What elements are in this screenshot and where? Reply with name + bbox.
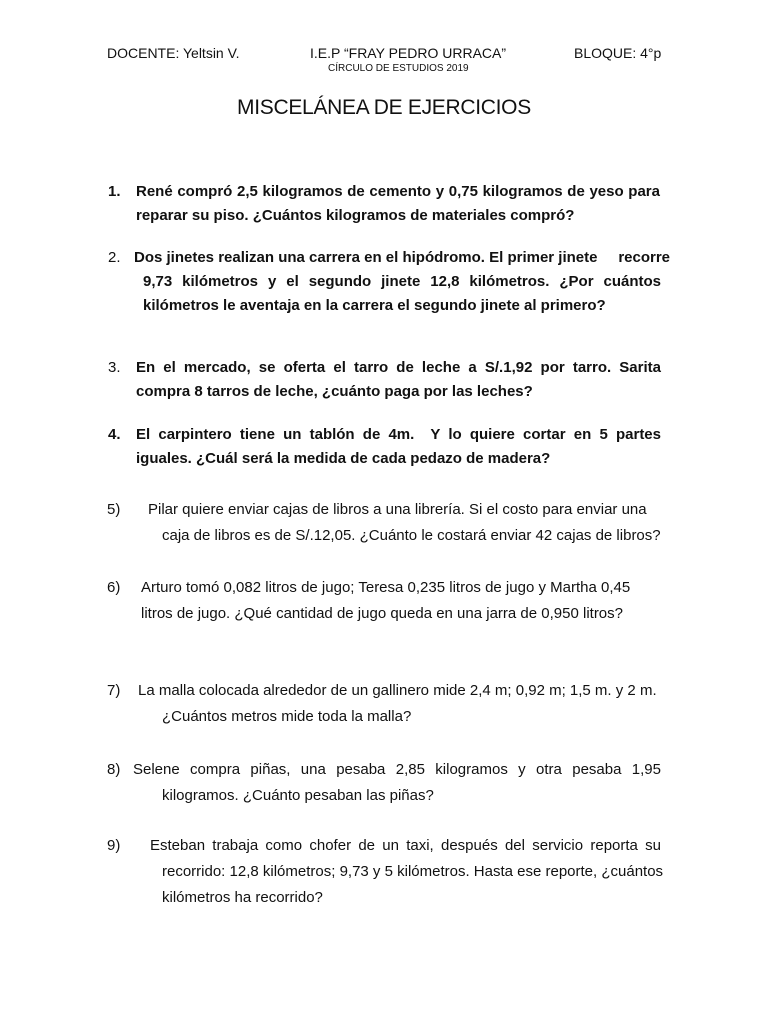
- problem-number: 2.: [108, 249, 121, 266]
- problem-text-line: iguales. ¿Cuál será la medida de cada pedazo de madera?: [136, 450, 551, 467]
- problem-number: 9): [107, 837, 121, 854]
- problem-text-line: recorrido: 12,8 kilómetros; 9,73 y 5 kilómetros. Hasta ese reporte, ¿cuántos: [162, 863, 664, 880]
- problem-number: 5): [107, 501, 121, 518]
- problem-text-line: El carpintero tiene un tablón de 4m. Y lo quiere cortar en 5 partes: [136, 426, 661, 443]
- problem-text-line: kilómetros ha recorrido?: [162, 889, 323, 906]
- problem-text-line: kilogramos. ¿Cuánto pesaban las piñas?: [162, 787, 434, 804]
- problem-text-line: La malla colocada alrededor de un gallinero mide 2,4 m; 0,92 m; 1,5 m. y 2 m.: [138, 682, 657, 699]
- problem-text-line: reparar su piso. ¿Cuántos kilogramos de materiales compró?: [136, 207, 575, 224]
- block-label: BLOQUE: 4°p: [574, 45, 662, 61]
- problem-text-line: litros de jugo. ¿Qué cantidad de jugo queda en una jarra de 0,950 litros?: [141, 605, 623, 622]
- problem-text-line: René compró 2,5 kilogramos de cemento y 0,75 kilogramos de yeso para: [136, 183, 660, 200]
- problem-text-line: Pilar quiere enviar cajas de libros a una librería. Si el costo para enviar una: [148, 501, 647, 518]
- teacher-label: DOCENTE: Yeltsin V.: [107, 45, 240, 61]
- problem-text-line: ¿Cuántos metros mide toda la malla?: [162, 708, 412, 725]
- problem-text-line: compra 8 tarros de leche, ¿cuánto paga por las leches?: [136, 383, 533, 400]
- problem-text-line: caja de libros es de S/.12,05. ¿Cuánto le costará enviar 42 cajas de libros?: [162, 527, 661, 544]
- problem-number: 6): [107, 579, 121, 596]
- problem-number: 7): [107, 682, 121, 699]
- page-title: MISCELÁNEA DE EJERCICIOS: [237, 96, 531, 119]
- problem-number: 8): [107, 761, 121, 778]
- problem-text-line: kilómetros le aventaja en la carrera el segundo jinete al primero?: [143, 297, 606, 314]
- problem-number: 1.: [108, 183, 121, 200]
- problem-number: 4.: [108, 426, 121, 443]
- school-name: I.E.P “FRAY PEDRO URRACA”: [310, 45, 507, 61]
- problem-text-line: Dos jinetes realizan una carrera en el hipódromo. El primer jinete recorre: [134, 249, 671, 266]
- study-circle-label: CÍRCULO DE ESTUDIOS 2019: [328, 63, 469, 74]
- problem-text-line: Arturo tomó 0,082 litros de jugo; Teresa 0,235 litros de jugo y Martha 0,45: [141, 579, 631, 596]
- problem-text-line: Selene compra piñas, una pesaba 2,85 kilogramos y otra pesaba 1,95: [133, 761, 661, 778]
- problem-text-line: En el mercado, se oferta el tarro de leche a S/.1,92 por tarro. Sarita: [136, 359, 661, 376]
- problem-number: 3.: [108, 359, 121, 376]
- problem-text-line: 9,73 kilómetros y el segundo jinete 12,8 kilómetros. ¿Por cuántos: [143, 273, 661, 290]
- problem-text-line: Esteban trabaja como chofer de un taxi, después del servicio reporta su: [150, 837, 661, 854]
